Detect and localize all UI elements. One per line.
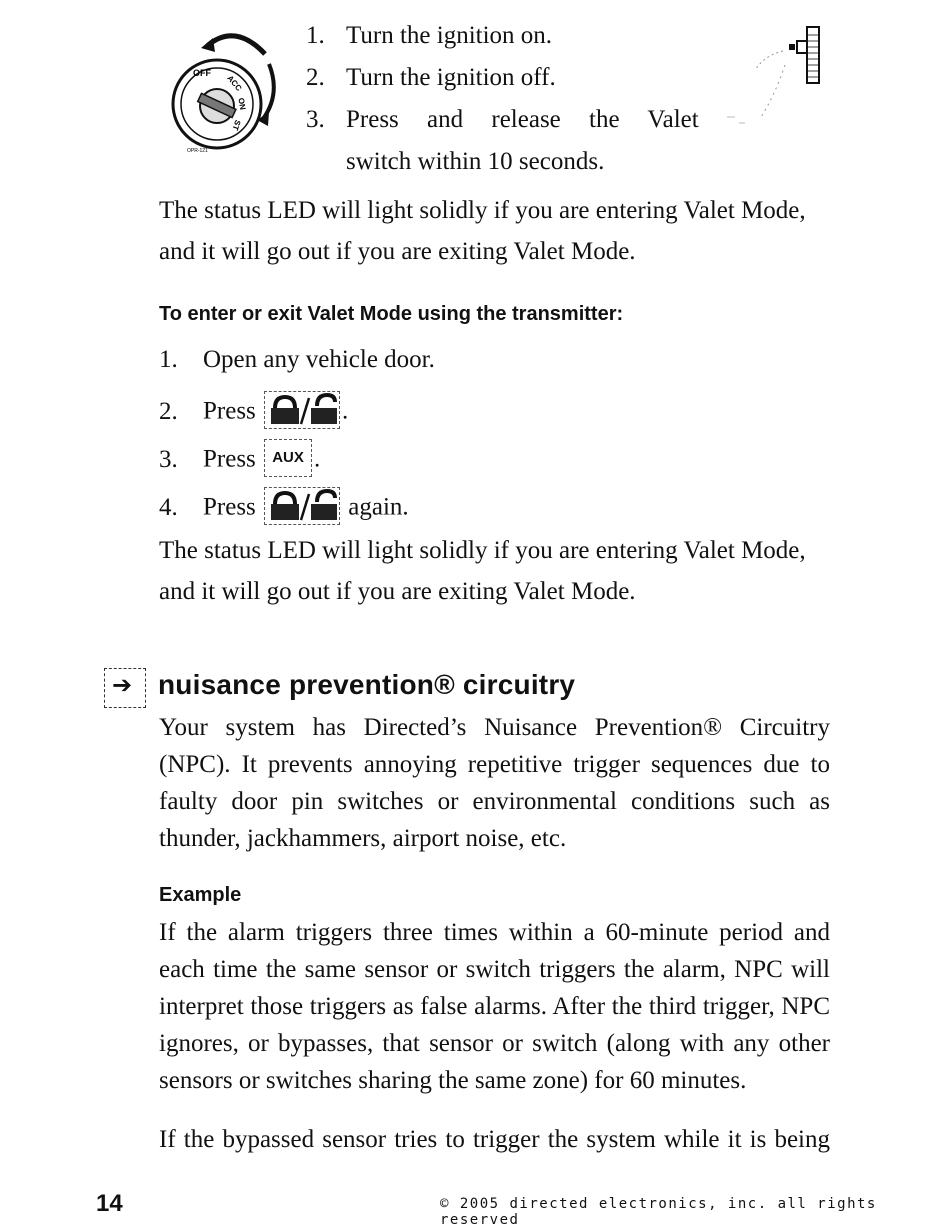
svg-text:ST: ST: [230, 118, 243, 132]
ignition-switch-illustration: [165, 24, 280, 154]
status-paragraph-2: [159, 530, 839, 612]
text-line: and it will go out if you are exiting Valet Mode.: [159, 238, 636, 265]
step-text: Press and release the Valet: [346, 106, 699, 133]
text-line: each time the same sensor or switch triggers the alarm, NPC will: [159, 956, 830, 983]
lock-unlock-button-icon: [264, 391, 340, 429]
text-line: ignores, or bypasses, that sensor or switch (along with any other: [159, 1030, 830, 1057]
step-text: Turn the ignition off.: [346, 64, 556, 91]
step-number: 2.: [306, 64, 325, 91]
ignition-step-1: [306, 22, 552, 50]
example-paragraph: [159, 914, 830, 1099]
step-text: Open any vehicle door.: [203, 346, 435, 373]
bypass-paragraph: [159, 1121, 830, 1158]
svg-text:OPR-121: OPR-121: [187, 148, 208, 154]
ignition-step-3-continued: [306, 148, 604, 176]
transmitter-heading: To enter or exit Valet Mode using the transmitter:: [159, 303, 624, 325]
step-suffix: again.: [342, 493, 409, 521]
step-number: 4.: [159, 493, 178, 521]
npc-paragraph: [159, 709, 830, 857]
step-number: 3.: [306, 106, 325, 133]
transmitter-step-4: [159, 490, 409, 528]
npc-section-title: nuisance prevention® circuitry: [158, 669, 576, 700]
step-text: Press: [203, 493, 256, 521]
text-line: interpret those triggers as false alarms. After the third trigger, NPC: [159, 993, 830, 1020]
text-line: The status LED will light solidly if you are entering Valet Mode,: [159, 197, 806, 224]
aux-label: AUX: [272, 449, 304, 466]
transmitter-step-2: [159, 394, 348, 432]
step-text: Press: [203, 397, 256, 425]
text-line: faulty door pin switches or environmental conditions such as: [159, 788, 830, 815]
svg-text:OFF: OFF: [193, 68, 211, 78]
ignition-step-2: [306, 64, 556, 92]
valet-switch-illustration: [725, 25, 825, 130]
transmitter-step-3: [159, 442, 320, 480]
status-paragraph-1: [159, 190, 839, 272]
ignition-step-3: [306, 106, 699, 134]
step-number: 1.: [306, 22, 325, 49]
text-line: Your system has Directed’s Nuisance Prevention® Circuitry: [159, 714, 830, 741]
svg-text:ACC: ACC: [225, 73, 244, 93]
step-number: 3.: [159, 445, 178, 473]
step-text: switch within 10 seconds.: [346, 148, 605, 175]
page-number: 14: [96, 1190, 123, 1217]
text-line: thunder, jackhammers, airport noise, etc.: [159, 825, 567, 852]
example-heading: Example: [159, 884, 242, 906]
step-suffix: .: [314, 445, 321, 473]
text-line: The status LED will light solidly if you are entering Valet Mode,: [159, 537, 806, 564]
copyright-notice: © 2005 directed electronics, inc. all rights reserved: [440, 1196, 877, 1228]
lock-unlock-button-icon: [264, 487, 340, 525]
step-number: 1.: [159, 346, 178, 373]
step-number: 2.: [159, 397, 178, 425]
transmitter-step-1: [159, 346, 435, 374]
step-text: Press: [203, 445, 256, 473]
step-text: Turn the ignition on.: [346, 22, 553, 49]
text-line: and it will go out if you are exiting Valet Mode.: [159, 578, 636, 605]
text-line: (NPC). It prevents annoying repetitive trigger sequences due to: [159, 751, 830, 778]
step-suffix: .: [342, 397, 349, 425]
text-line: If the alarm triggers three times within a 60-minute period and: [159, 919, 830, 946]
svg-text:ON: ON: [236, 97, 248, 111]
text-line: If the bypassed sensor tries to trigger the system while it is being: [159, 1126, 830, 1153]
aux-button-icon: [264, 439, 312, 477]
arrow-icon: ➔: [104, 668, 146, 708]
text-line: sensors or switches sharing the same zone) for 60 minutes.: [159, 1067, 747, 1094]
